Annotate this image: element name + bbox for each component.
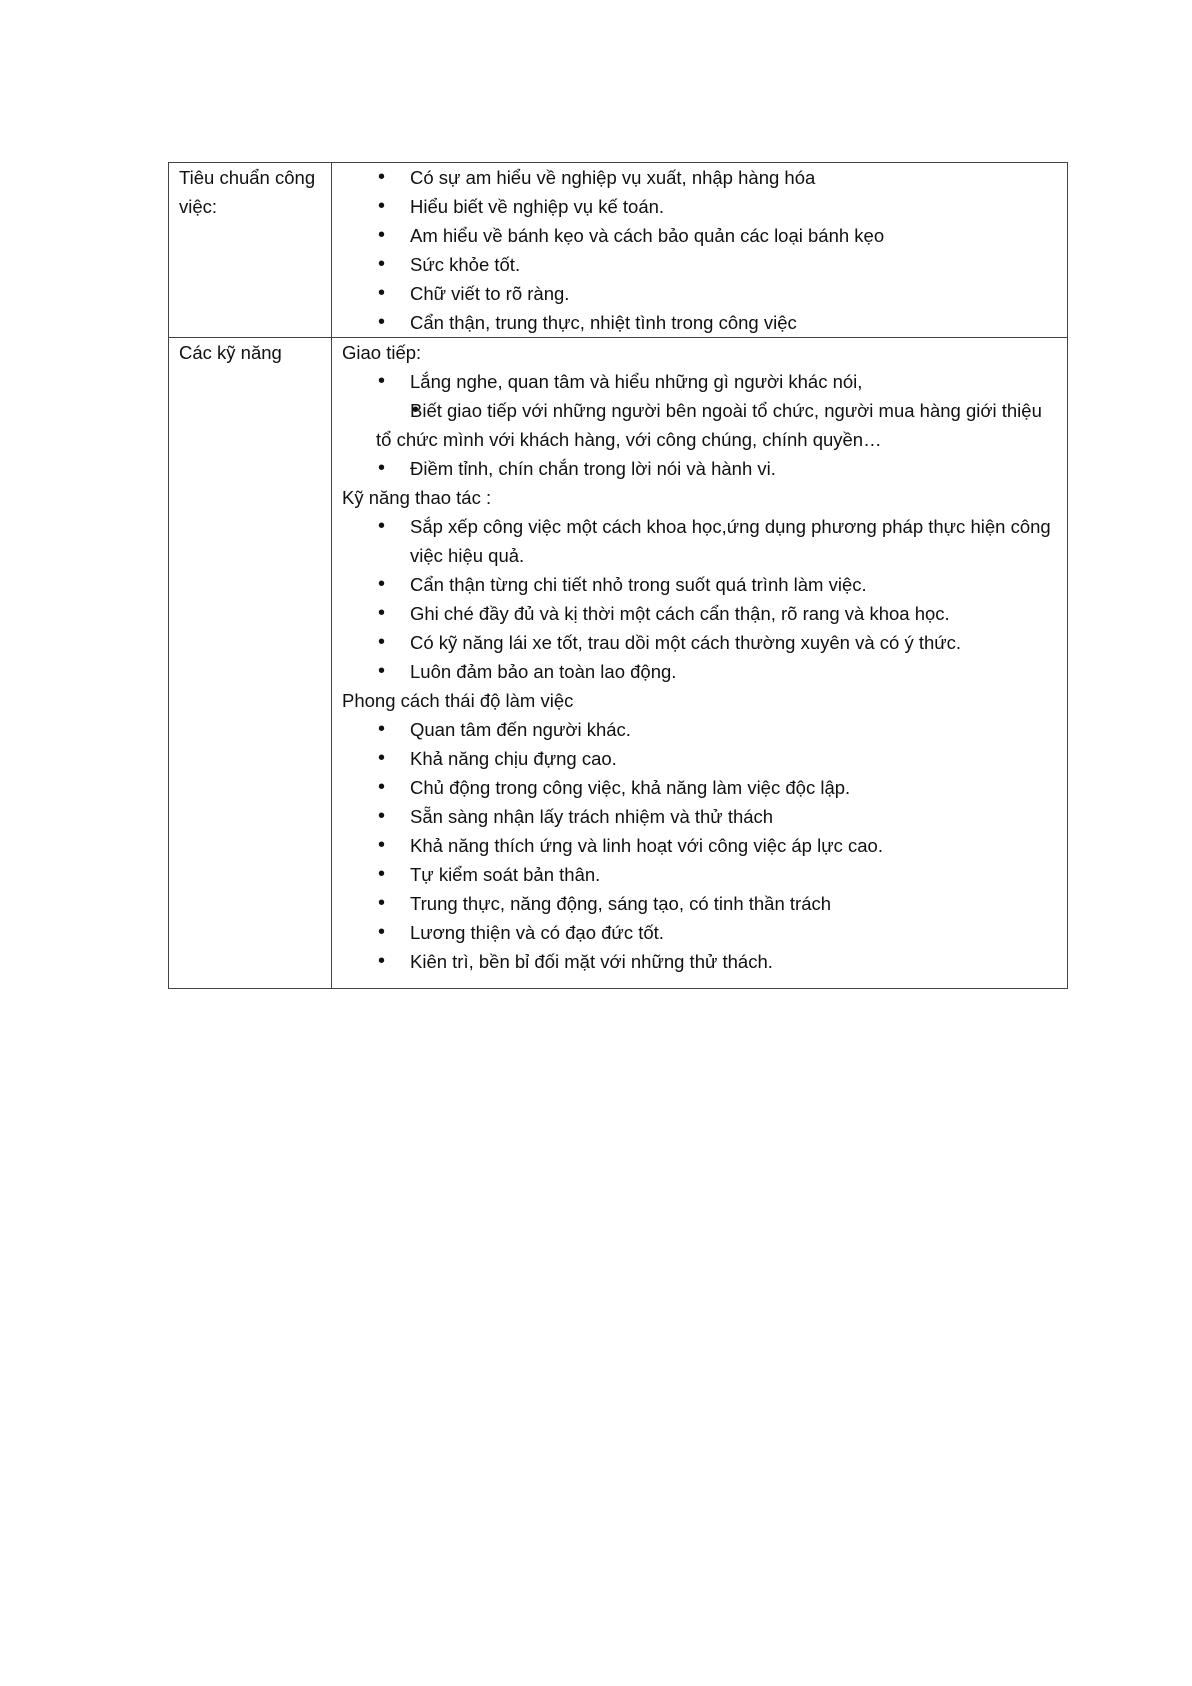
list-item: • Cẩn thận từng chi tiết nhỏ trong suốt quá trình làm việc. <box>342 570 1061 599</box>
list-item: • Sức khỏe tốt. <box>342 250 1061 279</box>
attitude-list <box>342 715 1061 976</box>
job-requirements-table <box>168 162 1068 989</box>
standards-list <box>342 163 1061 337</box>
list-item: • Chủ động trong công việc, khả năng làm việc độc lập. <box>342 773 1061 802</box>
standards-content <box>332 163 1068 338</box>
list-item: • Kiên trì, bền bỉ đối mặt với những thử thách. <box>342 947 1061 976</box>
list-item: • Luôn đảm bảo an toàn lao động. <box>342 657 1061 686</box>
list-item: • Quan tâm đến người khác. <box>342 715 1061 744</box>
standards-label: Tiêu chuẩn công việc: <box>169 163 332 338</box>
list-item: • Khả năng chịu đựng cao. <box>342 744 1061 773</box>
communication-heading: Giao tiếp: <box>342 342 422 363</box>
list-item: • Sẵn sàng nhận lấy trách nhiệm và thử thách <box>342 802 1061 831</box>
list-item: • Có sự am hiểu về nghiệp vụ xuất, nhập hàng hóa <box>342 163 1061 192</box>
list-item: • Trung thực, năng động, sáng tạo, có tinh thần trách <box>342 889 1061 918</box>
table-row-skills <box>169 338 1068 989</box>
list-item: • Biết giao tiếp với những người bên ngoài tổ chức, người mua hàng giới thiệu tổ chức mình với khách hàng, với công chúng, chính quyền… <box>342 396 1061 454</box>
list-item: • Am hiểu về bánh kẹo và cách bảo quản các loại bánh kẹo <box>342 221 1061 250</box>
list-item: • Lắng nghe, quan tâm và hiểu những gì người khác nói, <box>342 367 1061 396</box>
list-item: • Ghi ché đầy đủ và kị thời một cách cẩn thận, rõ rang và khoa học. <box>342 599 1061 628</box>
list-item: • Sắp xếp công việc một cách khoa học,ứng dụng phương pháp thực hiện công việc hiệu quả. <box>342 512 1061 570</box>
list-item: • Khả năng thích ứng và linh hoạt với công việc áp lực cao. <box>342 831 1061 860</box>
list-item: • Cẩn thận, trung thực, nhiệt tình trong công việc <box>342 308 1061 337</box>
skills-content <box>332 338 1068 989</box>
communication-list <box>342 367 1061 483</box>
list-item: • Chữ viết to rõ ràng. <box>342 279 1061 308</box>
list-item: • Hiểu biết về nghiệp vụ kế toán. <box>342 192 1061 221</box>
list-item: • Có kỹ năng lái xe tốt, trau dồi một cách thường xuyên và có ý thức. <box>342 628 1061 657</box>
operation-list <box>342 512 1061 686</box>
list-item: • Lương thiện và có đạo đức tốt. <box>342 918 1061 947</box>
skills-label: Các kỹ năng <box>169 338 332 989</box>
attitude-heading: Phong cách thái độ làm việc <box>342 690 574 711</box>
list-item: • Tự kiểm soát bản thân. <box>342 860 1061 889</box>
operation-heading: Kỹ năng thao tác : <box>342 487 492 508</box>
table-row-standards <box>169 163 1068 338</box>
list-item: • Điềm tỉnh, chín chắn trong lời nói và hành vi. <box>342 454 1061 483</box>
